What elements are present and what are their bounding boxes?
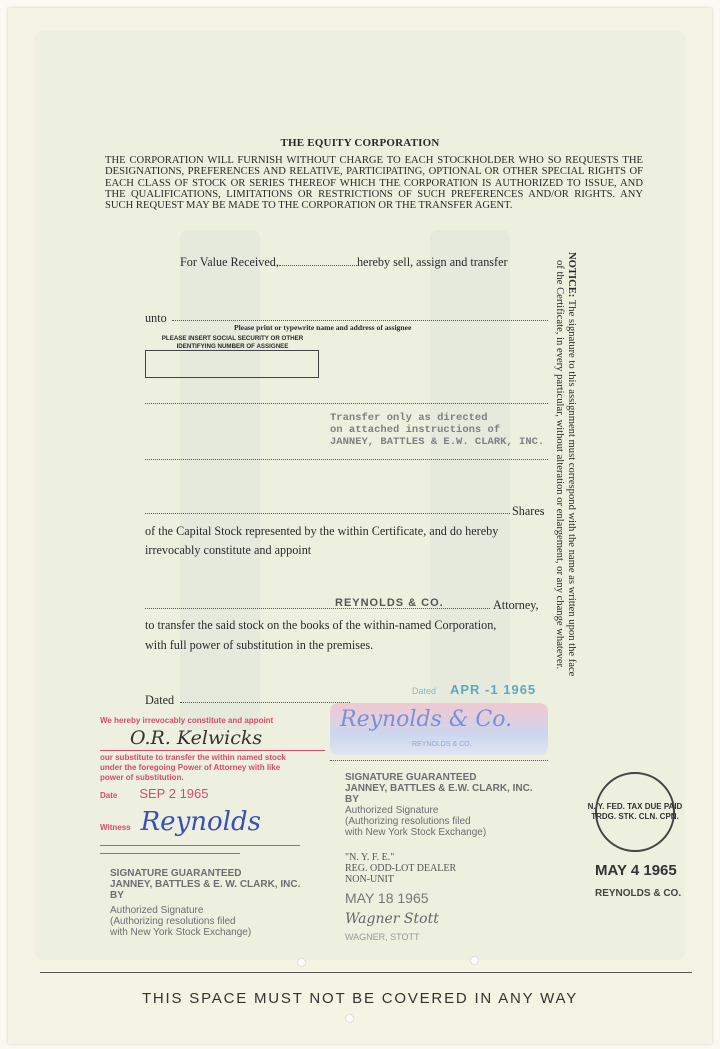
reynolds-guarantee-stamp: REYNOLDS & CO. — [595, 888, 682, 899]
share-count-field[interactable] — [279, 256, 357, 266]
wagner-stott-stamp: WAGNER, STOTT — [345, 932, 420, 942]
reynolds-small-text: REYNOLDS & CO. — [412, 741, 472, 748]
watermark-band — [430, 230, 510, 730]
for-value-label: For Value Received, — [180, 255, 279, 269]
assignee-hint: Please print or typewrite name and address of assignee — [234, 323, 412, 332]
capital-stock-text: of the Capital Stock represented by the within Certificate, and do hereby — [145, 524, 499, 538]
substitution-text: with full power of substitution in the premises. — [145, 638, 374, 652]
may18-date-stamp: MAY 18 1965 — [345, 890, 429, 906]
company-title: THE EQUITY CORPORATION — [280, 137, 440, 149]
tax-paid-stamp-text: N. Y. FED. TAX DUE PAID TRDG. STK. CLN. CPN. — [587, 802, 683, 821]
ssn-input-box[interactable] — [145, 350, 319, 378]
watermark-band — [180, 230, 260, 730]
signature-line[interactable] — [330, 760, 548, 761]
transfer-text: to transfer the said stock on the books of the within-named Corporation, — [145, 618, 497, 632]
punch-hole — [297, 958, 306, 967]
punch-hole — [470, 956, 479, 965]
wagner-signature: Wagner Stott — [345, 911, 439, 927]
assignee-name-field[interactable] — [172, 320, 548, 321]
dated-label: Dated — [145, 693, 175, 707]
ssn-label: PLEASE INSERT SOCIAL SECURITY OR OTHER IDENTIFYING NUMBER OF ASSIGNEE — [161, 335, 304, 350]
assignee-address-line[interactable] — [145, 403, 548, 404]
appoint-text: irrevocably constitute and appoint — [145, 543, 312, 557]
shares-label: Shares — [512, 504, 545, 518]
may4-date-stamp: MAY 4 1965 — [595, 862, 677, 879]
nyfe-odd-lot-stamp: "N. Y. F. E." REG. ODD-LOT DEALER NON-UNIT — [345, 852, 457, 885]
attorney-label: Attorney, — [493, 598, 539, 612]
footer-warning: THIS SPACE MUST NOT BE COVERED IN ANY WAY — [141, 990, 579, 1007]
reynolds-signature-stamp — [330, 703, 548, 755]
date-field[interactable] — [180, 702, 350, 703]
reynolds-attorney-stamp: REYNOLDS & CO. — [335, 597, 444, 609]
substitute-signature: O.R. Kelwicks — [130, 727, 263, 749]
signature-guaranteed-stamp-right: SIGNATURE GUARANTEED JANNEY, BATTLES & E.W. CLARK, INC. BY Authorized Signature (Authorizing resolutions filed with New York Stock Exchange) — [345, 772, 533, 838]
unto-label: unto — [145, 311, 167, 325]
witness-signature: Reynolds — [140, 807, 261, 837]
dated-stamp-label: Dated — [412, 686, 437, 696]
signature-guaranteed-stamp-left: SIGNATURE GUARANTEED JANNEY, BATTLES & E. W. CLARK, INC. BY Authorized Signature (Authorizing resolutions filed with New York Stock Exchange) — [110, 868, 301, 938]
substitution-red-stamp: We hereby irrevocably constitute and appoint O.R. Kelwicks our substitute to transfer the within named stock under the foregoing Power of Attorney with like power of substitution. Date SEP 2 1965 Witness Reynolds — [100, 716, 325, 854]
transfer-instructions-stamp: Transfer only as directed on attached instructions of JANNEY, BATTLES & E.W. CLARK, INC. — [330, 412, 545, 448]
dated-stamp-value: APR -1 1965 — [450, 682, 537, 697]
reynolds-signature: Reynolds & Co. — [340, 707, 513, 732]
assignee-address-line[interactable] — [145, 459, 548, 460]
notice-text: NOTICE: The signature to this assignment must correspond with the name as written upon the face of the Certificate, in every particular, without alteration or enlargement, or any change whatever. — [554, 252, 577, 677]
punch-hole — [345, 1014, 354, 1023]
for-value-line — [180, 255, 508, 270]
sell-assign-label: hereby sell, assign and transfer — [356, 255, 508, 269]
shares-field[interactable] — [145, 513, 510, 514]
bottom-divider — [40, 972, 692, 973]
rights-notice-paragraph: THE CORPORATION WILL FURNISH WITHOUT CHARGE TO EACH STOCKHOLDER WHO SO REQUESTS THE DESIGNATIONS, PREFERENCES AND RELATIVE, PARTICIPATING, OPTIONAL OR OTHER SPECIAL RIGHTS OF EACH CLASS OF STOCK OR SERIES THEREOF WHICH THE CORPORATION IS AUTHORIZED TO ISSUE, AND THE QUALIFICATIONS, LIMITATIONS OR RESTRICTIONS OF SUCH PREFERENCES AND/OR RIGHTS. ANY SUCH REQUEST MAY BE MADE TO THE CORPORATION OR THE TRANSFER AGENT. — [105, 155, 643, 212]
